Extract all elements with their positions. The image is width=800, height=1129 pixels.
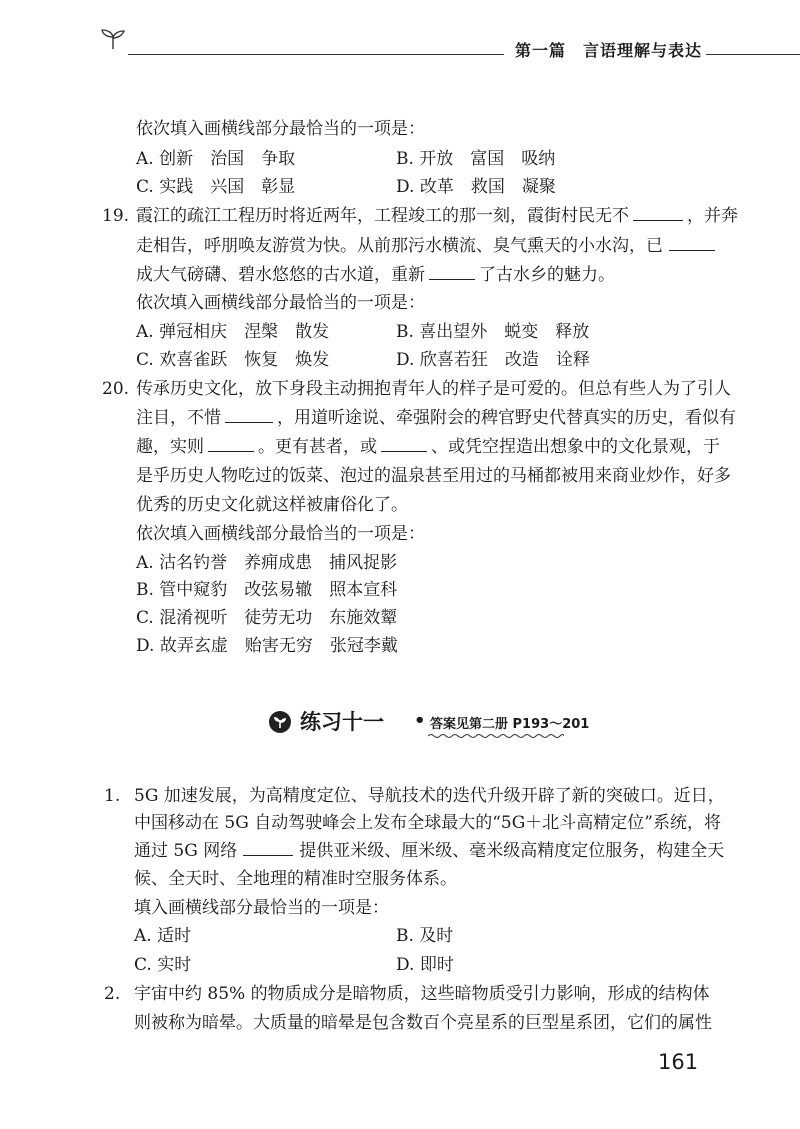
p2-number: 2. xyxy=(104,984,121,1004)
running-header xyxy=(0,0,800,70)
q20-blank-2 xyxy=(208,437,254,452)
p1-line-3b: 提供亚米级、厘米级、毫米级高精度定位服务，构建全天 xyxy=(299,841,725,861)
q19-blank-3 xyxy=(429,265,475,280)
q20-blank-3 xyxy=(381,437,427,452)
wavy-underline xyxy=(428,733,564,739)
page-number: 161 xyxy=(658,1050,699,1074)
q19-option-c: C. 欢喜雀跃 恢复 焕发 xyxy=(136,350,330,370)
q20-line-3b: 。更有甚者，或 xyxy=(258,437,377,457)
q19-blank-2 xyxy=(669,236,715,251)
p1-line-2: 中国移动在 5G 自动驾驶峰会上发布全球最大的“5G＋北斗高精定位”系统，将 xyxy=(134,813,721,833)
q20-option-b: B. 管中窥豹 改弦易辙 照本宣科 xyxy=(136,580,398,600)
q19-line-3b: 了古水乡的魅力。 xyxy=(479,265,615,285)
q20-line-5: 优秀的历史文化就这样被庸俗化了。 xyxy=(136,495,408,515)
q20-line-3c: 、或凭空捏造出想象中的文化景观，于 xyxy=(431,437,720,457)
p1-option-d: D. 即时 xyxy=(396,955,454,975)
q20-line-1: 传承历史文化，放下身段主动拥抱青年人的样子是可爱的。但总有些人为了引人 xyxy=(136,379,731,399)
header-rule-left xyxy=(128,54,504,55)
q20-blank-1 xyxy=(225,408,273,423)
p1-line-4: 候、全天时、全地理的精准时空服务体系。 xyxy=(134,869,457,889)
q19-option-b: B. 喜出望外 蜕变 释放 xyxy=(396,322,590,342)
q19-blank-1 xyxy=(633,206,683,221)
q19-option-d: D. 欣喜若狂 改造 诠释 xyxy=(396,350,590,370)
q19-line-1 xyxy=(136,205,738,227)
q18-option-d: D. 改革 救国 凝聚 xyxy=(396,177,556,197)
q20-option-d: D. 故弄玄虚 贻害无穷 张冠李戴 xyxy=(136,636,398,656)
header-rule-right xyxy=(706,54,800,55)
q20-line-3a: 趣，实则 xyxy=(136,437,204,457)
p1-blank xyxy=(243,841,293,856)
q20-prompt: 依次填入画横线部分最恰当的一项是： xyxy=(136,524,425,544)
p1-option-a: A. 适时 xyxy=(134,926,192,946)
q20-line-3 xyxy=(136,436,720,458)
q19-line-2a: 走相告，呼朋唤友游赏为快。从前那污水横流、臭气熏天的小水沟，已 xyxy=(136,236,663,256)
q19-line-1b: ，并奔 xyxy=(687,206,738,226)
q19-line-3 xyxy=(136,264,615,286)
p1-prompt: 填入画横线部分最恰当的一项是： xyxy=(134,898,389,918)
q18-option-b: B. 开放 富国 吸纳 xyxy=(396,149,556,169)
p1-option-b: B. 及时 xyxy=(396,926,454,946)
q19-line-2 xyxy=(136,235,715,257)
p1-line-1: 5G 加速发展，为高精度定位、导航技术的迭代升级开辟了新的突破口。近日， xyxy=(134,786,725,806)
section-title: 练习十一 xyxy=(300,710,384,734)
q18-option-c: C. 实践 兴国 彰显 xyxy=(136,177,296,197)
q20-option-a: A. 沽名钓誉 养痈成患 捕风捉影 xyxy=(136,553,398,573)
sprout-icon xyxy=(100,28,126,50)
q20-line-2 xyxy=(136,407,736,429)
q19-number: 19. xyxy=(102,206,130,226)
q19-prompt: 依次填入画横线部分最恰当的一项是： xyxy=(136,293,425,313)
q20-line-4: 是乎历史人物吃过的饭菜、泡过的温泉甚至用过的马桶都被用来商业炒作，好多 xyxy=(136,466,731,486)
p1-number: 1. xyxy=(104,786,121,806)
p2-line-1: 宇宙中约 85% 的物质成分是暗物质，这些暗物质受引力影响，形成的结构体 xyxy=(134,984,710,1004)
q19-line-1a: 霞江的疏江工程历时将近两年，工程竣工的那一刻，霞街村民无不 xyxy=(136,206,629,226)
q20-option-c: C. 混淆视听 徒劳无功 东施效颦 xyxy=(136,608,398,628)
leaf-badge-icon xyxy=(268,710,292,734)
q20-line-2b: ，用道听途说、牵强附会的稗官野史代替真实的历史，看似有 xyxy=(277,408,736,428)
p1-option-c: C. 实时 xyxy=(134,955,192,975)
q18-prompt: 依次填入画横线部分最恰当的一项是： xyxy=(136,119,425,139)
q19-option-a: A. 弹冠相庆 涅槃 散发 xyxy=(136,322,330,342)
section-answer-ref: 答案见第二册 P193～201 xyxy=(430,717,590,732)
q18-option-a: A. 创新 治国 争取 xyxy=(136,149,296,169)
p2-line-2: 则被称为暗晕。大质量的暗晕是包含数百个亮星系的巨型星系团，它们的属性 xyxy=(134,1013,712,1033)
section-separator: • xyxy=(414,710,426,731)
q19-line-3a: 成大气磅礴、碧水悠悠的古水道，重新 xyxy=(136,265,425,285)
p1-line-3a: 通过 5G 网络 xyxy=(134,841,238,861)
q20-number: 20. xyxy=(102,379,130,399)
p1-line-3 xyxy=(134,840,724,862)
header-title: 第一篇 言语理解与表达 xyxy=(515,41,703,60)
q20-line-2a: 注目，不惜 xyxy=(136,408,221,428)
